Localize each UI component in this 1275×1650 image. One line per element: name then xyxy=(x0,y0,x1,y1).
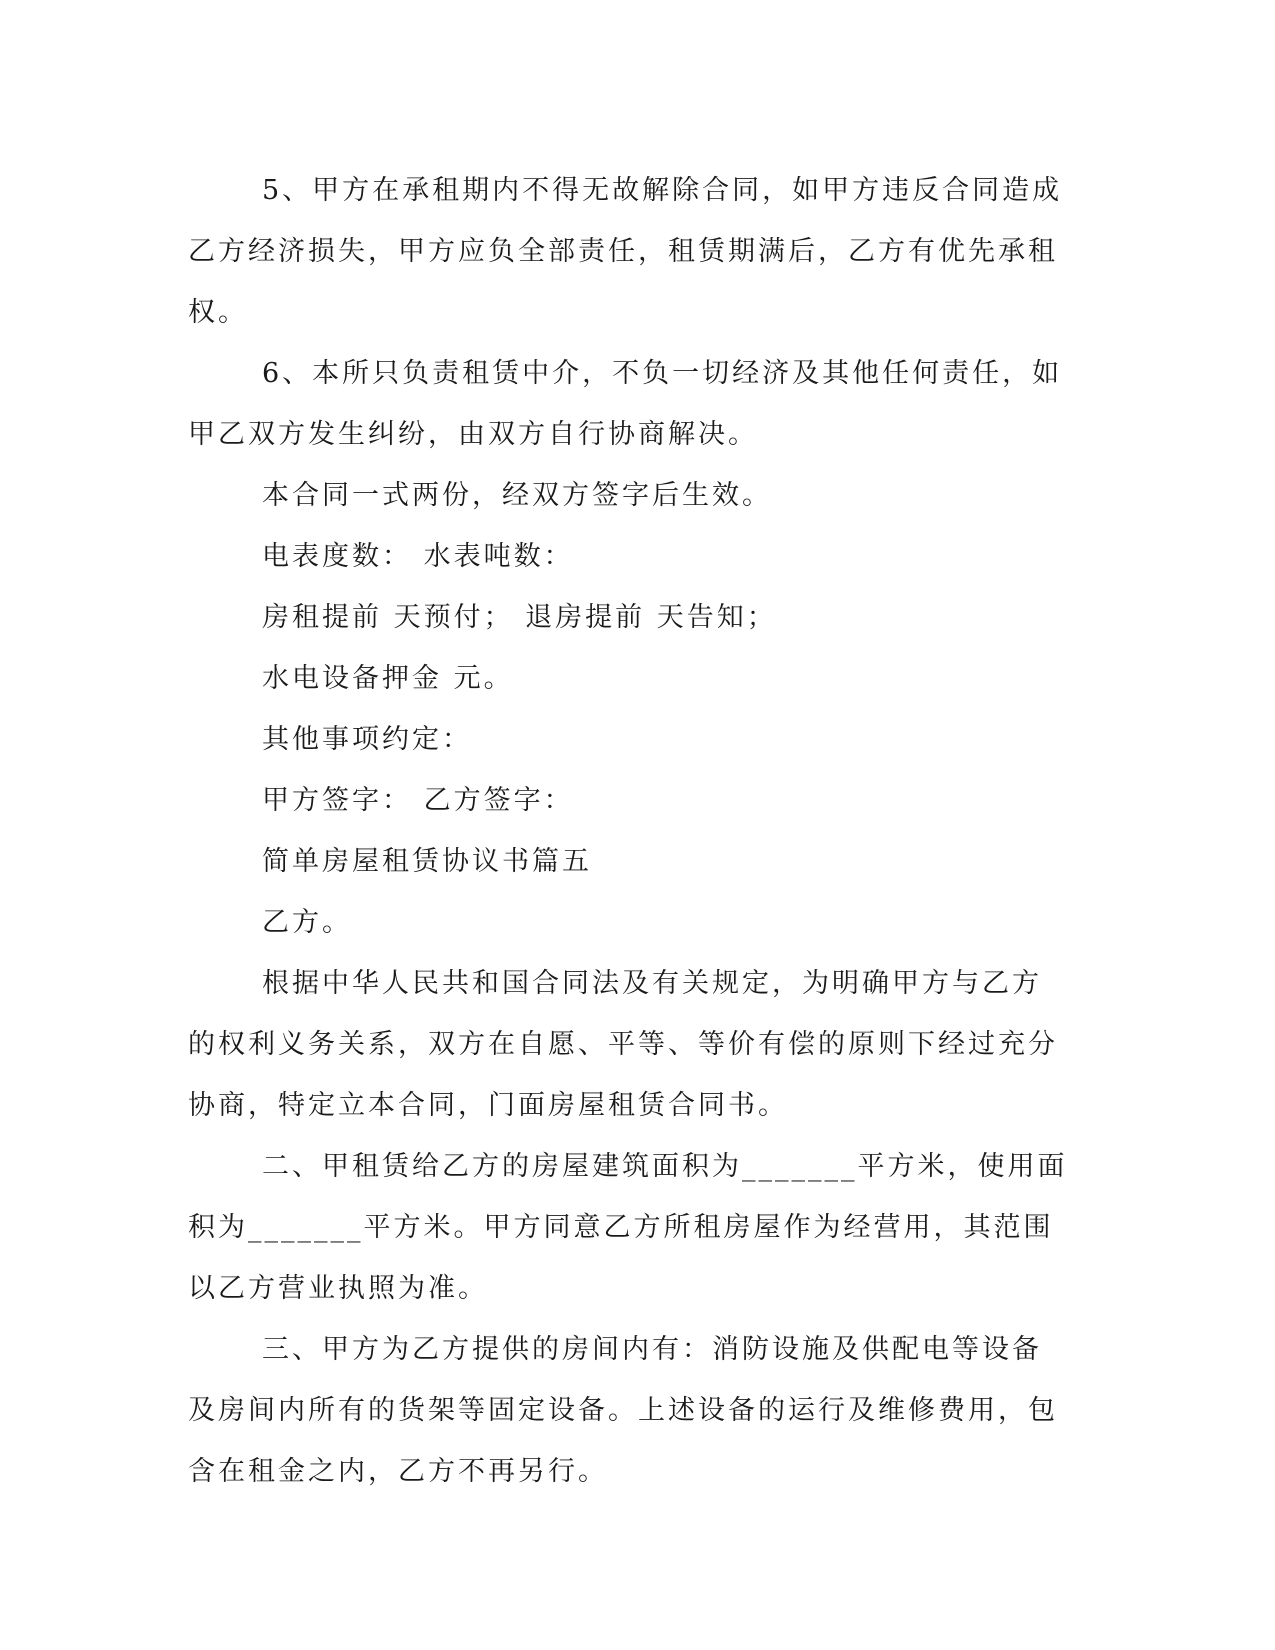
paragraph-clause-2: 二、甲租赁给乙方的房屋建筑面积为_______平方米，使用面积为_______平方米。甲方同意乙方所租房屋作为经营用，其范围以乙方营业执照为准。 xyxy=(188,1151,1068,1304)
paragraph-copies: 本合同一式两份，经双方签字后生效。 xyxy=(262,480,772,511)
paragraph-meter-readings: 电表度数： 水表吨数： xyxy=(262,541,574,572)
paragraph-deposit: 水电设备押金 元。 xyxy=(262,663,514,694)
paragraph-clause-3: 三、甲方为乙方提供的房间内有：消防设施及供配电等设备及房间内所有的货架等固定设备。上述设备的运行及维修费用，包含在租金之内，乙方不再另行。 xyxy=(188,1334,1058,1487)
paragraph-other-terms: 其他事项约定： xyxy=(262,724,472,755)
paragraph-signatures: 甲方签字： 乙方签字： xyxy=(262,785,574,816)
paragraph-clause-5: 5、甲方在承租期内不得无故解除合同，如甲方违反合同造成乙方经济损失，甲方应负全部责任，租赁期满后，乙方有优先承租权。 xyxy=(188,175,1063,328)
paragraph-clause-6: 6、本所只负责租赁中介，不负一切经济及其他任何责任，如甲乙双方发生纠纷，由双方自行协商解决。 xyxy=(188,358,1063,450)
paragraph-preamble: 根据中华人民共和国合同法及有关规定，为明确甲方与乙方的权利义务关系，双方在自愿、平等、等价有偿的原则下经过充分协商，特定立本合同，门面房屋租赁合同书。 xyxy=(188,968,1058,1121)
section-heading: 简单房屋租赁协议书篇五 xyxy=(262,846,592,877)
paragraph-notice-terms: 房租提前 天预付； 退房提前 天告知； xyxy=(262,602,777,633)
paragraph-party-b: 乙方。 xyxy=(262,907,352,938)
document-body xyxy=(188,160,1068,1502)
